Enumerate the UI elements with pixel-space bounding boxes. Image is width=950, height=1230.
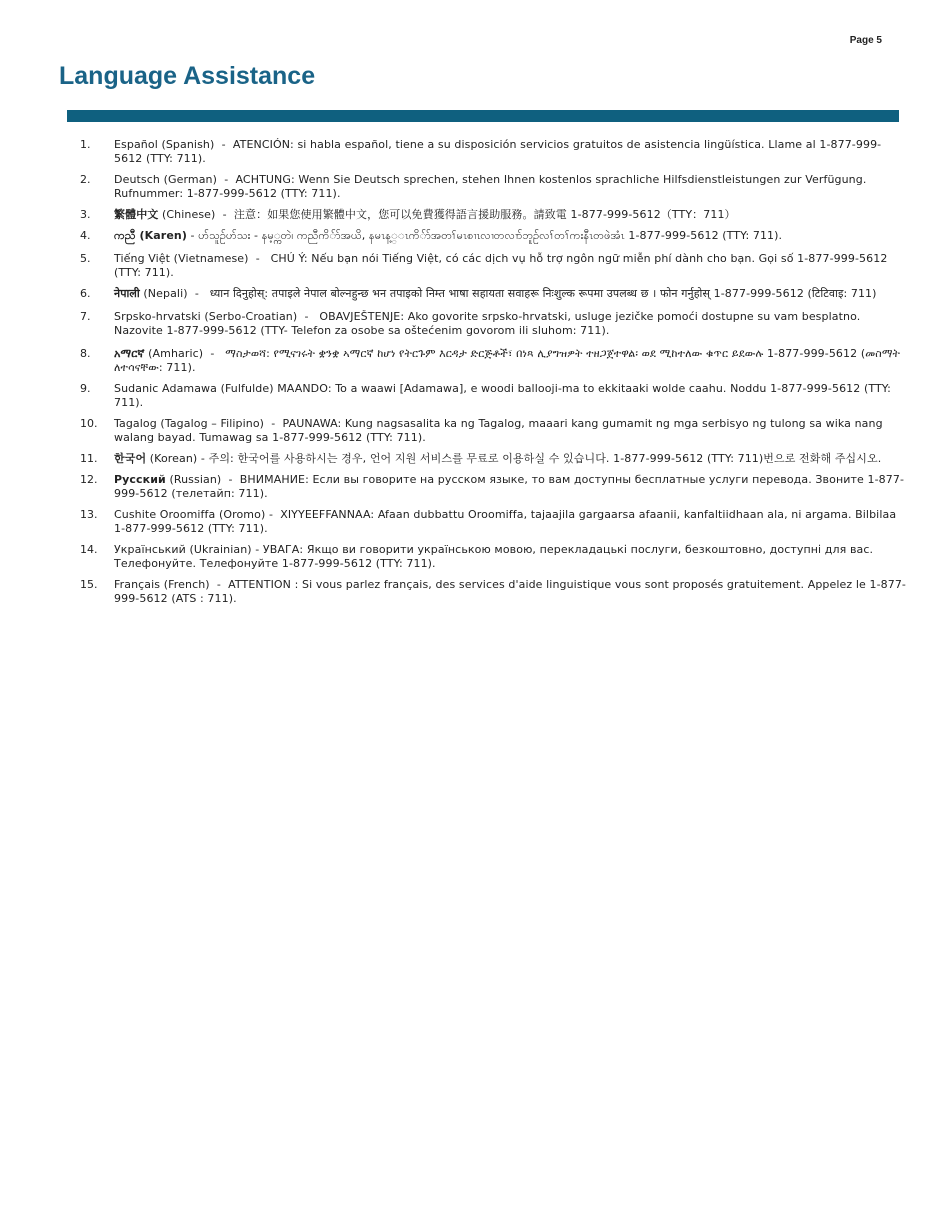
- notice-text: ማስታወሻ: የሚናገሩት ቋንቋ ኣማርኛ ከሆነ የትርጉም እርዳታ ድርጅቶች፣ በነጻ ሊያግዝዎት ተዘጋጀተዋል፡ ወደ ሚከተለው ቁጥር ይደውሉ 1-877-999-5612 (መስማት ለተሳናቸው: 711).: [114, 347, 901, 374]
- notice-text: ATENCIÓN: si habla español, tiene a su disposición servicios gratuitos de asistencia lingüística. Llame al 1-877-999-5612 (TTY: 711).: [114, 138, 882, 165]
- list-item: [80, 382, 908, 410]
- language-name: Français (French): [114, 578, 210, 591]
- language-name-english: (Chinese): [158, 208, 216, 221]
- list-item-number: 13.: [80, 508, 98, 521]
- language-name: Cushite Oroomiffa (Oromo): [114, 508, 266, 521]
- notice-text: 注意：如果您使用繁體中文，您可以免費獲得語言援助服務。請致電 1-877-999-5612（TTY：711）: [233, 208, 736, 221]
- list-item: [80, 417, 908, 445]
- list-item: [80, 287, 908, 301]
- list-item-body: [114, 473, 908, 501]
- notice-text: MAANDO: To a waawi [Adamawa], e woodi ballooji-ma to ekkitaaki wolde caahu. Noddu 1-877-999-5612 (TTY: 711).: [114, 382, 891, 409]
- separator: -: [251, 543, 263, 556]
- list-item-body: [114, 417, 908, 445]
- list-item-body: [114, 508, 908, 536]
- list-item: [80, 208, 908, 222]
- notice-text: ВНИМАНИЕ: Если вы говорите на русском языке, то вам доступны бесплатные услуги перевода. Звоните 1-877-999-5612 (телетайп: 711).: [114, 473, 905, 500]
- language-name-english: (Amharic): [144, 347, 204, 360]
- list-item-number: 10.: [80, 417, 98, 430]
- separator: -: [209, 578, 229, 591]
- separator: -: [248, 252, 271, 265]
- language-name-english: (Korean): [146, 452, 198, 465]
- language-name: 한국어: [114, 452, 147, 465]
- list-item-body: [114, 173, 908, 201]
- notice-text: ACHTUNG: Wenn Sie Deutsch sprechen, stehen Ihnen kostenlos sprachliche Hilfsdienstleistungen zur Verfügung. Rufnummer: 1-877-999-5612 (TTY: 711).: [114, 173, 867, 200]
- language-name-english: (Russian): [165, 473, 222, 486]
- notice-text: ध्यान दिनुहोस्: तपाइले नेपाल बोल्नहुन्छ भन तपाइको निम्त भाषा सहायता सवाहरू निःशुल्क रूपमा उपलब्ध छ । फोन गर्नुहोस् 1-877-999-5612 (टिटिवाइ: 711): [209, 287, 877, 300]
- page-title: Language Assistance: [59, 62, 316, 90]
- separator: -: [217, 173, 236, 186]
- separator: -: [214, 138, 233, 151]
- separator: -: [186, 229, 199, 242]
- notice-text: PAUNAWA: Kung nagsasalita ka ng Tagalog, maaari kang gumamit ng mga serbisyo ng tulong sa wika nang walang bayad. Tumawag sa 1-877-999-5612 (TTY: 711).: [114, 417, 883, 444]
- list-item-number: 2.: [80, 173, 91, 186]
- separator: -: [297, 310, 320, 323]
- list-item-number: 7.: [80, 310, 91, 323]
- list-item: [80, 452, 908, 466]
- list-item-number: 3.: [80, 208, 91, 221]
- list-item-body: [114, 578, 908, 606]
- notice-text: XIYYEEFFANNAA: Afaan dubbattu Oroomiffa, tajaajila gargaarsa afaanii, kanfaltiidhaan ala, ni argama. Bilbilaa 1-877-999-5612 (TTY: 711).: [114, 508, 897, 535]
- separator: -: [203, 347, 226, 360]
- language-name: नेपाली: [114, 287, 140, 300]
- language-name: Srpsko-hrvatski (Serbo-Croatian): [114, 310, 298, 323]
- list-item-body: [114, 229, 908, 243]
- list-item-body: [114, 543, 908, 571]
- list-item-number: 14.: [80, 543, 98, 556]
- language-name: አማርኛ: [114, 347, 145, 360]
- list-item-number: 4.: [80, 229, 91, 242]
- page-number: Page 5: [849, 35, 882, 46]
- notice-text: CHÚ Ý: Nếu bạn nói Tiếng Việt, có các dịch vụ hỗ trợ ngôn ngữ miễn phí dành cho bạn. Gọi số 1-877-999-5612 (TTY: 711).: [114, 252, 888, 279]
- list-item-number: 9.: [80, 382, 91, 395]
- language-name: 繁體中文: [114, 208, 159, 221]
- list-item-number: 5.: [80, 252, 91, 265]
- language-name: Русский: [114, 473, 166, 486]
- language-name: Español (Spanish): [114, 138, 215, 151]
- notice-text: ဟ်သူဉ်ဟ်သး - နမ့္ကတဲ၊ ကညီကိ်ာ်အယိ, နမၤန့္ၤကိ်ာ်အတၢ်မၤစၢၤလၢတလၢာ်ဘူဉ်လၢ်တၢ်ကးနီၤတဖဲအံၤ 1-877-999-5612 (TTY: 711).: [198, 229, 783, 242]
- list-item-body: [114, 310, 908, 338]
- notice-text: ATTENTION : Si vous parlez français, des services d'aide linguistique vous sont proposés gratuitement. Appelez le 1-877-999-5612 (ATS : 711).: [114, 578, 907, 605]
- language-name: Deutsch (German): [114, 173, 218, 186]
- language-name-english: (Nepali): [139, 287, 188, 300]
- list-item-number: 15.: [80, 578, 98, 591]
- title-divider-bar: [67, 110, 899, 122]
- language-name: Sudanic Adamawa (Fulfulde): [114, 382, 274, 395]
- list-item-body: [114, 138, 908, 166]
- list-item: [80, 508, 908, 536]
- separator: -: [187, 287, 210, 300]
- list-item: [80, 138, 908, 166]
- language-name: Tiếng Việt (Vietnamese): [114, 252, 249, 265]
- separator: -: [264, 417, 283, 430]
- list-item-number: 11.: [80, 452, 98, 465]
- notice-text: УВАГА: Якщо ви говорити українською мовою, перекладацькі послуги, безкоштовно, доступні для вас. Телефонуйте. Телефонуйте 1-877-999-5612 (TTY: 711).: [114, 543, 874, 570]
- language-name: ကညီ (Karen): [114, 229, 187, 242]
- list-item: [80, 543, 908, 571]
- list-item-body: [114, 347, 908, 375]
- list-item: [80, 310, 908, 338]
- list-item-number: 8.: [80, 347, 91, 360]
- separator: -: [265, 508, 281, 521]
- separator: -: [197, 452, 209, 465]
- notice-text: OBAVJEŠTENJE: Ako govorite srpsko-hrvatski, usluge jezičke pomoći dostupne su vam besplatno. Nazovite 1-877-999-5612 (TTY- Telefon za osobe sa oštećenim govorom ili sluhom: 711).: [114, 310, 861, 337]
- list-item-body: [114, 382, 908, 410]
- list-item-body: [114, 452, 908, 466]
- list-item-number: 6.: [80, 287, 91, 300]
- language-assistance-list: [80, 138, 908, 613]
- separator: -: [221, 473, 240, 486]
- list-item: [80, 173, 908, 201]
- list-item: [80, 229, 908, 243]
- list-item-body: [114, 287, 908, 301]
- list-item: [80, 578, 908, 606]
- list-item: [80, 252, 908, 280]
- separator: -: [215, 208, 234, 221]
- list-item-number: 1.: [80, 138, 91, 151]
- list-item-number: 12.: [80, 473, 98, 486]
- language-name: Український (Ukrainian): [114, 543, 252, 556]
- language-name: Tagalog (Tagalog – Filipino): [114, 417, 265, 430]
- notice-text: 주의: 한국어를 사용하시는 경우, 언어 지원 서비스를 무료로 이용하실 수 있습니다. 1-877-999-5612 (TTY: 711)번으로 전화해 주십시오.: [208, 452, 882, 465]
- list-item: [80, 473, 908, 501]
- list-item: [80, 347, 908, 375]
- list-item-body: [114, 208, 908, 222]
- list-item-body: [114, 252, 908, 280]
